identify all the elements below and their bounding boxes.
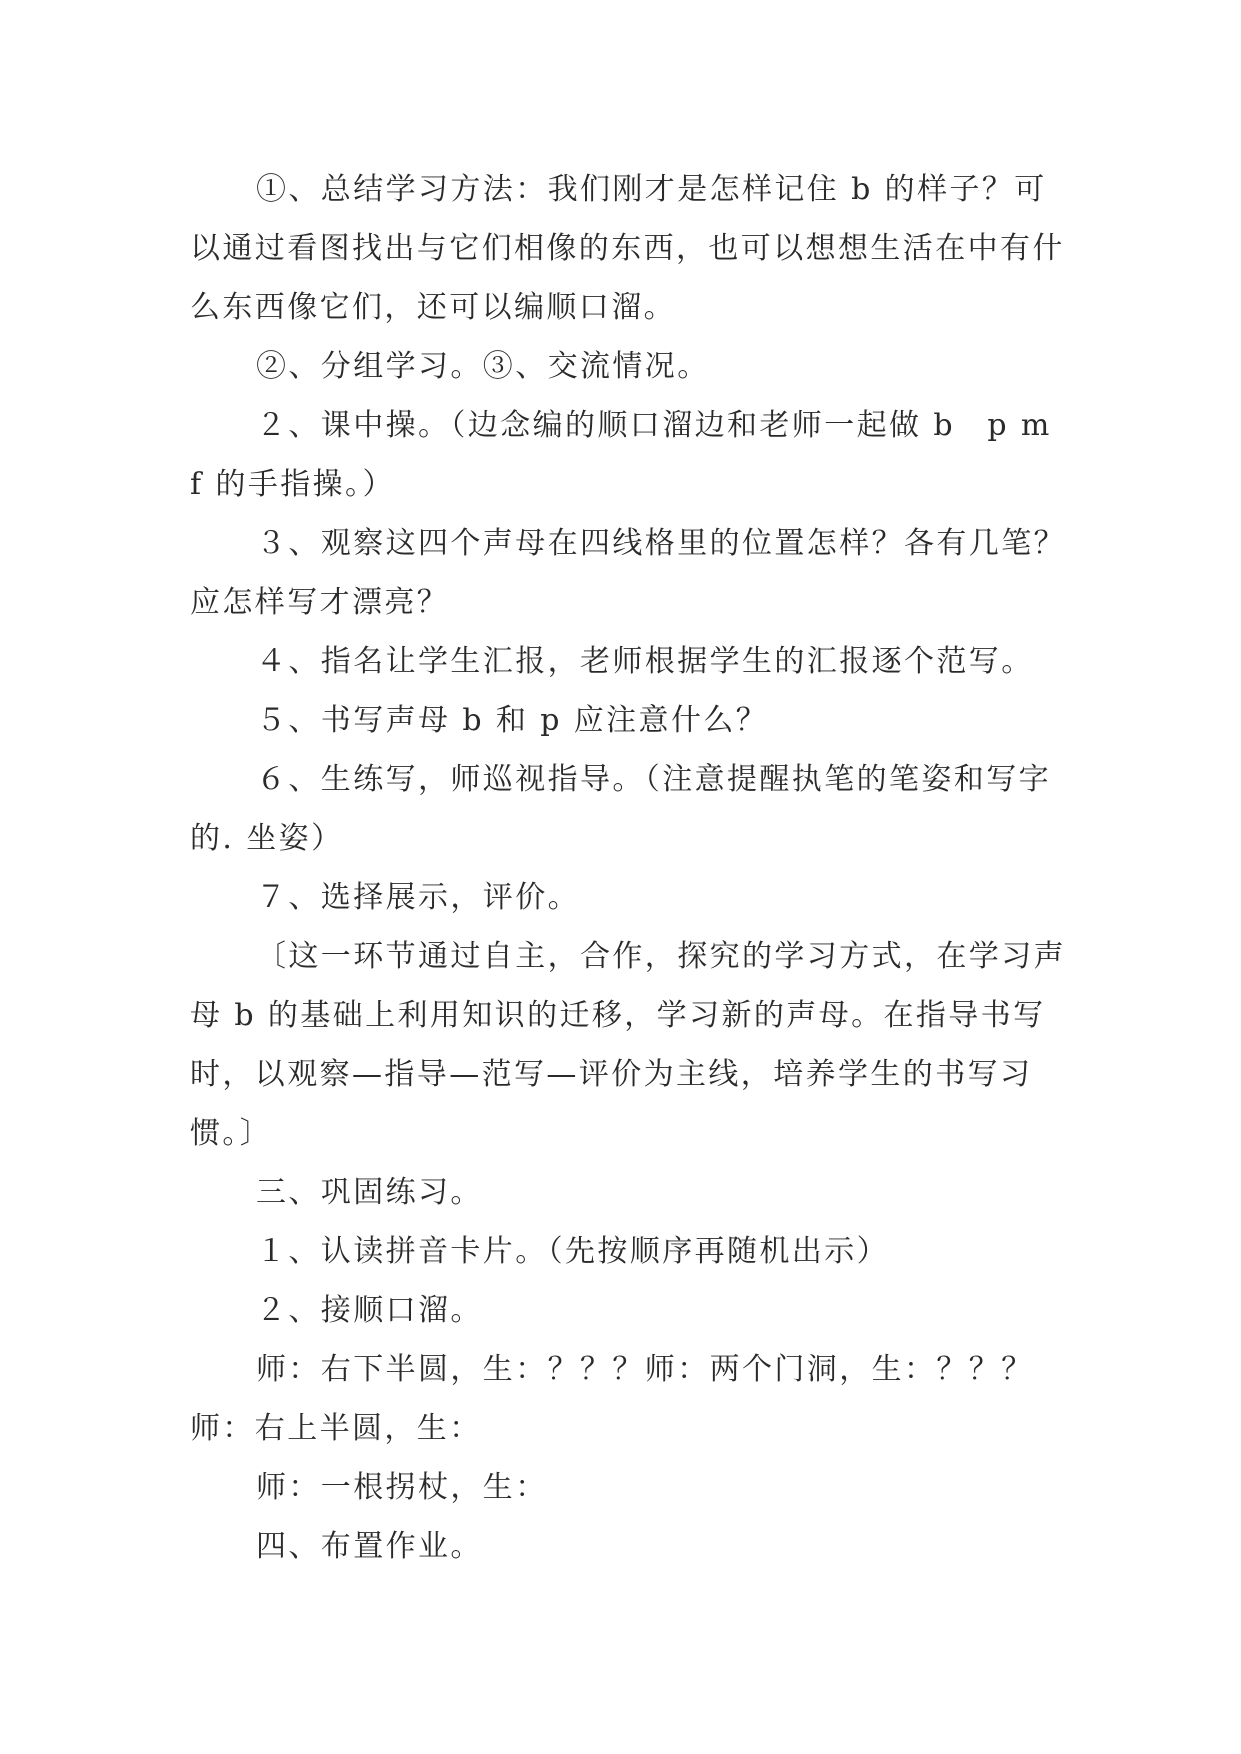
document-body — [190, 160, 1070, 1576]
paragraph-report: ４、指名让学生汇报，老师根据学生的汇报逐个范写。 — [256, 644, 1034, 679]
paragraph-practice-writing: ６、生练写，师巡视指导。（注意提醒执笔的笔姿和写字的. 坐姿） — [190, 762, 1051, 856]
paragraph-dialogue-1: 师：右下半圆，生：？？？师：两个门洞，生：？？？师：右上半圆，生： — [190, 1352, 1034, 1446]
paragraph-rhyme: ２、接顺口溜。 — [256, 1293, 483, 1328]
paragraph-group-study: ②、分组学习。③、交流情况。 — [256, 349, 710, 384]
paragraph-writing-notes: ５、书写声母 b 和 p 应注意什么？ — [256, 703, 769, 738]
paragraph-summary-method: ①、总结学习方法：我们刚才是怎样记住 b 的样子？可以通过看图找出与它们相像的东西，也可以想想生活在中有什么东西像它们，还可以编顺口溜。 — [190, 172, 1065, 325]
section-heading-homework: 四、布置作业。 — [256, 1529, 483, 1564]
paragraph-commentary: 〔这一环节通过自主，合作，探究的学习方式，在学习声母 b 的基础上利用知识的迁移，学习新的声母。在指导书写时，以观察—指导—范写—评价为主线，培养学生的书写习惯。〕 — [190, 939, 1066, 1151]
paragraph-display-evaluate: ７、选择展示，评价。 — [256, 880, 580, 915]
paragraph-class-exercise: ２、课中操。（边念编的顺口溜边和老师一起做 b p m f 的手指操。） — [190, 408, 1052, 502]
paragraph-dialogue-2: 师：一根拐杖，生： — [256, 1470, 548, 1505]
paragraph-read-cards: １、认读拼音卡片。（先按顺序再随机出示） — [256, 1234, 889, 1269]
paragraph-observe-position: ３、观察这四个声母在四线格里的位置怎样？各有几笔？应怎样写才漂亮？ — [190, 526, 1066, 620]
section-heading-consolidate: 三、巩固练习。 — [256, 1175, 483, 1210]
